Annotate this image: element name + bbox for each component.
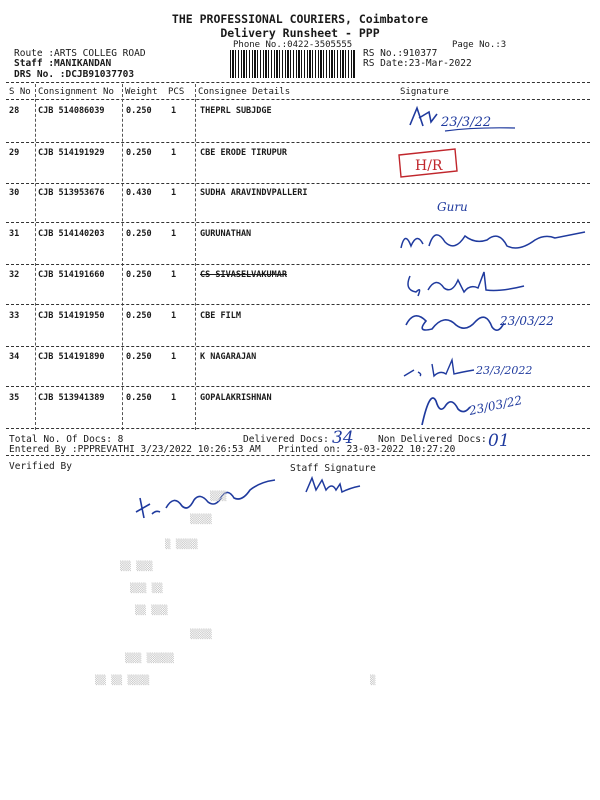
- row-consignment: CJB 513941389: [38, 393, 105, 403]
- row-pcs: 1: [171, 393, 177, 403]
- row-consignee: CBE ERODE TIRUPUR: [200, 148, 287, 158]
- rs-number: RS No.:910377: [363, 48, 438, 59]
- row-weight: 0.250: [126, 148, 152, 158]
- signature-date: 23/03/22: [500, 314, 554, 328]
- signature-date: 23/03/22: [467, 393, 524, 418]
- divider: [6, 455, 590, 456]
- phone-number: Phone No.:0422-3505555: [233, 40, 353, 50]
- column-separator: [195, 84, 196, 430]
- row-consignee: SUDHA ARAVINDVPALLERI: [200, 188, 308, 198]
- signature-row-35: [412, 385, 562, 430]
- signature-text: H/R: [415, 158, 443, 174]
- signature-row-32: [400, 266, 530, 302]
- staff-signature: [300, 472, 370, 500]
- col-weight: Weight: [125, 87, 158, 97]
- bleed-mark: ▒: [370, 676, 376, 686]
- row-consignment: CJB 514191890: [38, 352, 105, 362]
- col-sno: S No: [9, 87, 31, 97]
- non-delivered-docs-value: 01: [488, 431, 510, 451]
- delivered-docs-value: 34: [332, 428, 354, 448]
- row-sno: 28: [9, 106, 20, 116]
- staff-label: Staff :MANIKANDAN: [14, 58, 112, 69]
- bleed-mark: ▒▒ ▒▒ ▒▒▒▒: [95, 676, 150, 686]
- row-weight: 0.250: [126, 311, 152, 321]
- row-pcs: 1: [171, 106, 177, 116]
- row-pcs: 1: [171, 270, 177, 280]
- row-weight: 0.250: [126, 106, 152, 116]
- row-consignee: GOPALAKRISHNAN: [200, 393, 272, 403]
- row-sno: 30: [9, 188, 20, 198]
- divider: [6, 346, 590, 347]
- signature-date: 23/3/22: [441, 115, 492, 130]
- bleed-mark: ▒▒ ▒▒▒: [120, 562, 153, 572]
- signature-row-33: [400, 303, 580, 343]
- row-consignment: CJB 514086039: [38, 106, 105, 116]
- delivered-docs-label: Delivered Docs:: [243, 434, 329, 445]
- row-weight: 0.250: [126, 352, 152, 362]
- bleed-mark: ▒▒ ▒▒▒: [135, 606, 168, 616]
- row-weight: 0.250: [126, 229, 152, 239]
- col-consignee: Consignee Details: [198, 87, 291, 97]
- row-consignee: GURUNATHAN: [200, 229, 252, 239]
- staff-signature-label: Staff Signature: [290, 463, 376, 474]
- row-weight: 0.430: [126, 188, 152, 198]
- column-separator: [35, 84, 36, 430]
- row-consignment: CJB 513953676: [38, 188, 105, 198]
- row-sno: 35: [9, 393, 20, 403]
- row-consignment: CJB 514140203: [38, 229, 105, 239]
- row-sno: 33: [9, 311, 20, 321]
- signature-row-34: [400, 350, 550, 386]
- row-pcs: 1: [171, 352, 177, 362]
- row-consignee: K NAGARAJAN: [200, 352, 257, 362]
- divider: [6, 183, 590, 184]
- row-consignee: CS SIVASELVAKUMAR: [200, 270, 287, 280]
- row-sno: 34: [9, 352, 20, 362]
- entered-by: Entered By :PPPREVATHI 3/23/2022 10:26:53 AM: [9, 444, 261, 455]
- signature-row-29: [395, 143, 465, 183]
- route-label: Route :ARTS COLLEG ROAD: [14, 48, 146, 59]
- divider: [6, 142, 590, 143]
- signature-row-31: [395, 222, 595, 258]
- runsheet-title: Delivery Runsheet - PPP: [220, 26, 380, 40]
- bleed-mark: ▒▒▒▒: [190, 515, 212, 525]
- row-pcs: 1: [171, 148, 177, 158]
- divider: [6, 264, 590, 265]
- bleed-mark: ▒ ▒▒▒▒: [165, 540, 198, 550]
- row-weight: 0.250: [126, 270, 152, 280]
- page-number: Page No.:3: [452, 40, 507, 50]
- signature-row-28: [405, 100, 525, 140]
- row-consignment: CJB 514191660: [38, 270, 105, 280]
- bleed-mark: ▒▒▒▒: [190, 630, 212, 640]
- company-title: THE PROFESSIONAL COURIERS, Coimbatore: [171, 12, 429, 26]
- column-separator: [122, 84, 123, 430]
- row-pcs: 1: [171, 311, 177, 321]
- row-sno: 29: [9, 148, 20, 158]
- col-signature: Signature: [400, 87, 449, 97]
- non-delivered-docs-label: Non Delivered Docs:: [378, 434, 487, 445]
- barcode: [230, 50, 355, 78]
- signature-date: 23/3/2022: [476, 364, 533, 377]
- total-docs: Total No. Of Docs: 8: [9, 434, 124, 445]
- row-consignee: CBE FILM: [200, 311, 241, 321]
- rs-date: RS Date:23-Mar-2022: [363, 58, 472, 69]
- col-consignment: Consignment No: [38, 87, 114, 97]
- bleed-mark: ▒▒▒: [210, 492, 227, 502]
- row-consignment: CJB 514191929: [38, 148, 105, 158]
- row-pcs: 1: [171, 188, 177, 198]
- signature-text: Guru: [437, 200, 468, 214]
- verified-by: Verified By: [9, 461, 72, 472]
- row-consignee: THEPRL SUBJDGE: [200, 106, 272, 116]
- row-consignment: CJB 514191950: [38, 311, 105, 321]
- drs-number: DRS No. :DCJB91037703: [14, 69, 135, 80]
- row-sno: 32: [9, 270, 20, 280]
- row-sno: 31: [9, 229, 20, 239]
- bleed-mark: ▒▒▒ ▒▒▒▒▒: [125, 654, 174, 664]
- divider: [6, 82, 590, 83]
- printed-on: Printed on: 23-03-2022 10:27:20: [278, 444, 456, 455]
- row-pcs: 1: [171, 229, 177, 239]
- col-pcs: PCS: [168, 87, 185, 97]
- signature-row-30: [425, 195, 485, 217]
- row-weight: 0.250: [126, 393, 152, 403]
- bleed-mark: ▒▒▒ ▒▒: [130, 584, 163, 594]
